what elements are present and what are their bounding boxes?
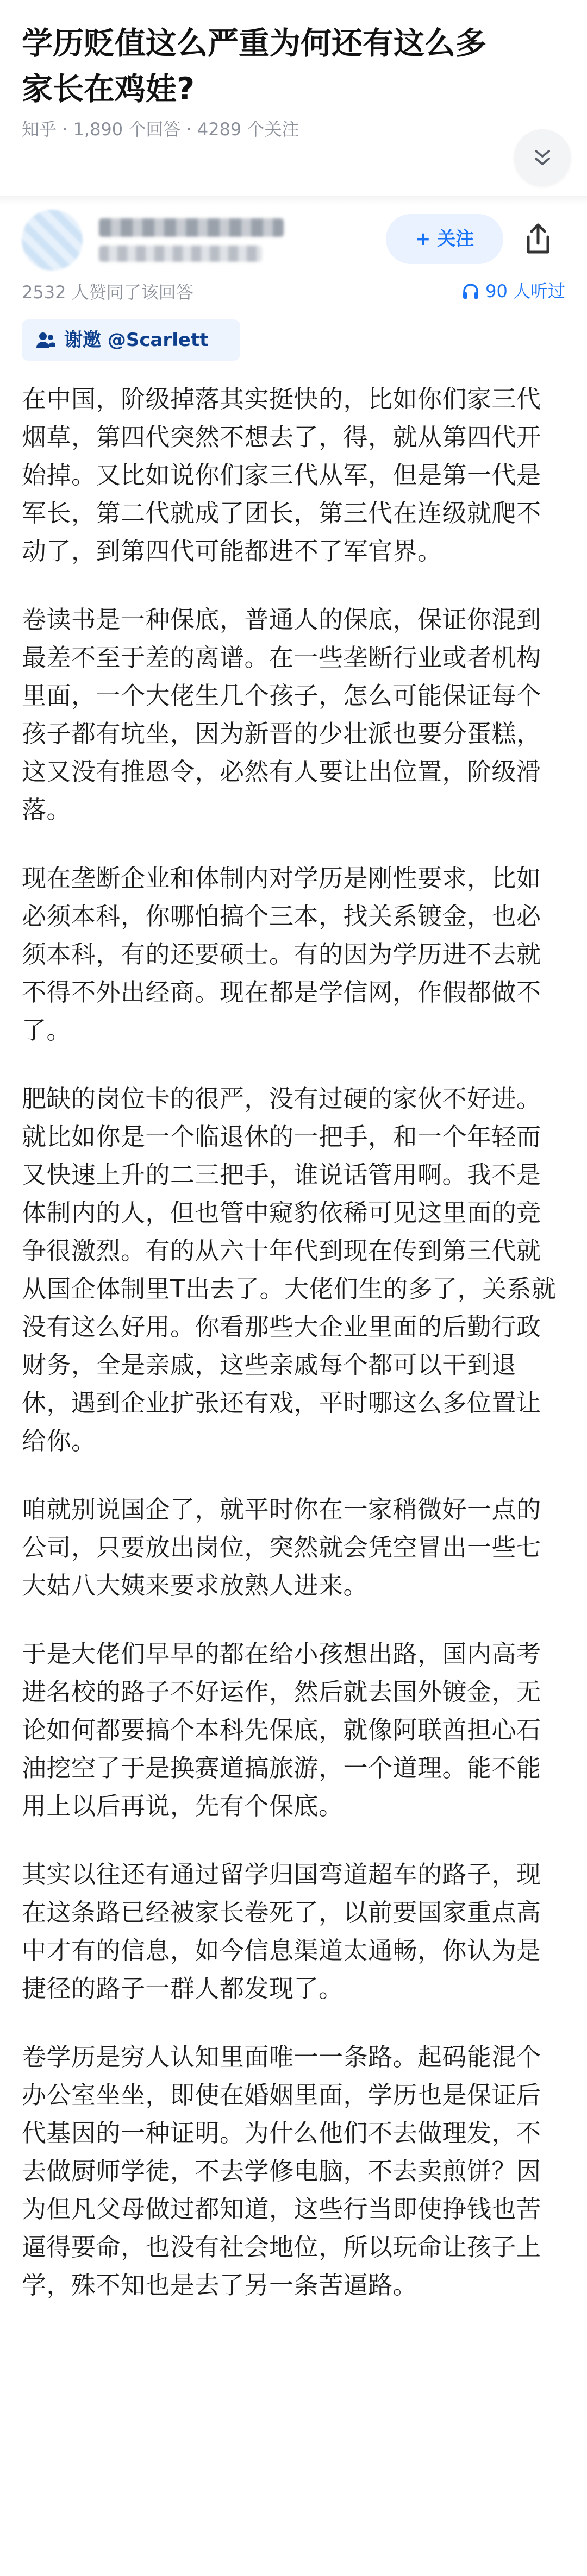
follower-count: 4289 个关注 [197,119,299,140]
answer-count[interactable]: 1,890 个回答 [73,119,181,140]
like-count: 2532 人赞同了该回答 [22,282,193,303]
answer-paragraph: 卷学历是穷人认知里面唯一一条路。起码能混个办公室坐坐，即使在婚姻里面，学历也是保证后代基因的一种证明。为什么他们不去做理发，不去做厨师学徒，不去学修电脑，不去卖煎饼？因为但凡父母做过都知道，这些行当即使挣钱也苦逼得要命，也没有社会地位，所以玩命让孩子上学，殊不知也是去了另一条苦逼路。 [22,2043,541,2299]
question-header [0,0,587,206]
expand-button[interactable] [514,129,571,186]
chevron-down-icon [530,146,554,169]
answer-paragraph: 于是大佬们早早的都在给小孩想出路，国内高考进名校的路子不好运作，然后就去国外镀金，无论如何都要搞个本科先保底，就像阿联酋担心石油挖空了于是换赛道搞旅游，一个道理。能不能用上以后再说，先有个保底。 [22,1639,541,1820]
answer-body [22,380,565,2335]
answer-paragraph: 咱就别说国企了，就平时你在一家稍微好一点的公司，只要放出岗位，突然就会凭空冒出一些七大姑八大姨来要求放熟人进来。 [22,1495,541,1600]
answer-paragraph: 现在垄断企业和体制内对学历是刚性要求，比如必须本科，你哪怕搞个三本，找关系镀金，也必须本科，有的还要硕士。有的因为学历进不去就不得不外出经商。现在都是学信网，作假都做不了。 [22,864,541,1045]
avatar[interactable] [22,210,83,271]
question-title[interactable]: 学历贬值这么严重为何还有这么多家长在鸡娃? [22,26,486,107]
headphones-icon [461,282,480,300]
invite-label: 谢邀 @Scarlett [64,329,209,351]
answer-paragraph: 其实以往还有通过留学归国弯道超车的路子，现在这条路已经被家长卷死了，以前要国家重点高中才有的信息，如今信息渠道太通畅，你认为是捷径的路子一群人都发现了。 [22,1860,541,2003]
share-button[interactable] [516,217,560,261]
answer-paragraph: 在中国，阶级掉落其实挺快的，比如你们家三代烟草，第四代突然不想去了，得，就从第四代开始掉。又比如说你们家三代从军，但是第一代是军长，第二代就成了团长，第三代在连级就爬不动了，到第四代可能都进不了军官界。 [22,385,541,566]
author-name-blurred[interactable] [99,218,284,237]
listen-count: 90 人听过 [485,281,565,301]
follow-button[interactable]: + 关注 [386,214,503,264]
meta-separator: · [186,119,192,140]
section-divider [0,196,587,205]
share-icon [516,217,560,261]
answer-paragraph: 卷读书是一种保底，普通人的保底，保证你混到最差不至于差的离谱。在一些垄断行业或者机构里面，一个大佬生几个孩子，怎么可能保证每个孩子都有坑坐，因为新晋的少壮派也要分蛋糕，这又没有推恩令，必然有人要让出位置，阶级滑落。 [22,605,541,824]
author-bio-blurred [99,246,262,262]
invite-badge[interactable] [22,319,240,361]
listen-button[interactable] [461,279,565,303]
source-label[interactable]: 知乎 [22,119,57,140]
answer-paragraph: 肥缺的岗位卡的很严，没有过硬的家伙不好进。就比如你是一个临退休的一把手，和一个年轻而又快速上升的二三把手，谁说话管用啊。我不是体制内的人，但也管中窥豹依稀可见这里面的竞争很激烈。有的从六十年代到现在传到第三代就从国企体制里T出去了。大佬们生的多了，关系就没有这么好用。你看那些大企业里面的后勤行政财务，全是亲戚，这些亲戚每个都可以干到退休，遇到企业扩张还有戏，平时哪这么多位置让给你。 [22,1084,557,1455]
meta-separator: · [62,119,68,140]
question-meta [22,118,299,140]
invite-icon [35,329,57,351]
